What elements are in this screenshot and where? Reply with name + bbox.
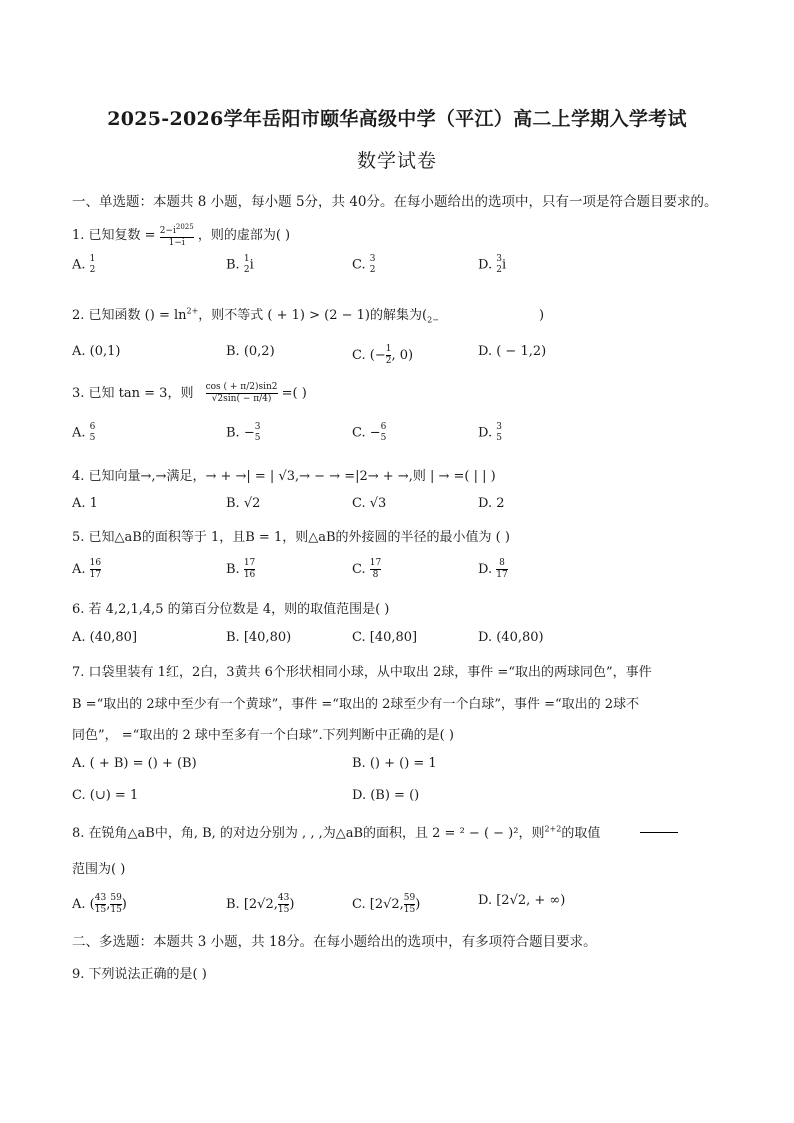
- q5-option-c[interactable]: C. $\frac{17}{8}$: [352, 558, 382, 580]
- q2-option-c[interactable]: C. (− $\frac{1}{2}$ , 0): [352, 344, 414, 366]
- q7-stem-line2: B =“取出的 2球中至少有一个黄球”，事件 =“取出的 2球至少有一个白球”，事件 =“取出的 2球不: [72, 697, 640, 712]
- q9-stem: 9. 下列说法正确的是( ): [72, 967, 207, 982]
- q6-options: [0, 630, 794, 660]
- q3-option-d[interactable]: D. 3 5: [478, 422, 502, 443]
- q1-stem: 1. 已知复数 = $\frac{2-i^{2025}}{1-i}$ ，则的虚部为( ): [72, 223, 291, 248]
- q2-options: [0, 344, 794, 374]
- exam-title: 2025-2026学年岳阳市颐华高级中学（平江）高二上学期入学考试: [107, 108, 687, 130]
- q1-option-c[interactable]: C. 3 2: [352, 254, 376, 275]
- q7-options-row2: [0, 788, 794, 818]
- section2-heading: 二、多选题：本题共 3 小题，共 18分。在每小题给出的选项中，有多项符合题目要求。: [72, 934, 597, 950]
- q8-options: [0, 893, 794, 923]
- q3-option-c[interactable]: C. − 6 5: [352, 422, 387, 443]
- q7-stem-line1: 7. 口袋里装有 1红，2白，3黄共 6个形状相同小球，从中取出 2球，事件 =“取出的两球同色”，事件: [72, 665, 652, 680]
- q3-option-a[interactable]: A. 6 5: [72, 422, 96, 443]
- q2-option-a[interactable]: A. (0,1): [72, 344, 121, 359]
- q5-option-d[interactable]: D. $\frac{8}{17}$: [478, 558, 508, 580]
- q6-option-a[interactable]: A. (40,80]: [72, 630, 138, 645]
- section1-heading: 一、单选题：本题共 8 小题，每小题 5分，共 40分。在每小题给出的选项中，只有一项是符合题目要求的。: [72, 194, 718, 210]
- q8-option-c[interactable]: C. [2√2, $\frac{59}{15}$ ): [352, 893, 421, 915]
- q6-option-d[interactable]: D. (40,80): [478, 630, 544, 645]
- q7-options-row1: [0, 756, 794, 786]
- q7-stem-line3: 同色”， =“取出的 2 球中至多有一个白球”.下列判断中正确的是( ): [72, 728, 454, 743]
- q6-option-b[interactable]: B. [40,80): [226, 630, 292, 645]
- q7-option-a[interactable]: A. ( + B) = () + (B): [72, 756, 197, 771]
- q8-fraction-bar: [640, 832, 678, 833]
- q7-option-d[interactable]: D. (B) = (): [352, 788, 420, 803]
- q4-option-d[interactable]: D. 2: [478, 496, 505, 511]
- q1-options: [0, 254, 794, 284]
- q4-stem: 4. 已知向量→,→满足，→ + →| = | √3,→ − → =|2→ + →,则 | → =( | | ): [72, 469, 496, 484]
- q1-option-a[interactable]: A. 1 2: [72, 254, 96, 275]
- q5-option-a[interactable]: A. $\frac{16}{17}$: [72, 558, 102, 580]
- q8-option-b[interactable]: B. [2√2, $\frac{43}{15}$ ): [226, 893, 295, 915]
- q4-option-a[interactable]: A. 1: [72, 496, 98, 511]
- q5-stem: 5. 已知△aB的面积等于 1，且B = 1，则△aB的外接圆的半径的最小值为 ( ): [72, 530, 510, 545]
- q1-fraction: $\frac{2-i^{2025}}{1-i}$: [159, 223, 194, 248]
- q3-stem: 3. 已知 tan = 3，则 $\frac{\cos ( + \pi/2)\sin 2}{√2\sin( - \pi/4)}$ =( ): [72, 382, 307, 404]
- q8-stem-line2: 范围为( ): [72, 862, 126, 877]
- q8-stem-line1: 8. 在锐角△aB中，角, B, 的对边分别为 , , ,为△aB的面积，且 2 = ² − ( − )²，则$^{2+2}$的取值: [72, 824, 601, 841]
- q2-option-d[interactable]: D. ( − 1,2): [478, 344, 547, 359]
- q7-option-c[interactable]: C. (∪) = 1: [72, 788, 139, 803]
- q6-option-c[interactable]: C. [40,80]: [352, 630, 418, 645]
- q8-option-d[interactable]: D. [2√2, + ∞): [478, 893, 566, 908]
- q4-option-b[interactable]: B. √2: [226, 496, 261, 511]
- q3-fraction: $\frac{\cos ( + \pi/2)\sin 2}{√2\sin( - \pi/4)}$: [205, 382, 278, 404]
- q3-options: [0, 422, 794, 452]
- q2-option-b[interactable]: B. (0,2): [226, 344, 275, 359]
- exam-subtitle: 数学试卷: [356, 150, 437, 172]
- q4-options: [0, 496, 794, 526]
- q2-stem: 2. 已知函数 () = $\ln^{2+}$，则不等式 ( + 1) > (2 − 1)的解集为($_{2-}$ ): [72, 306, 545, 325]
- q3-option-b[interactable]: B. − 3 5: [226, 422, 261, 443]
- q8-option-a[interactable]: A. ( $\frac{43}{15}$ , $\frac{59}{15}$ ): [72, 893, 127, 915]
- q6-stem: 6. 若 4,2,1,4,5 的第百分位数是 4，则的取值范围是( ): [72, 602, 390, 617]
- q1-option-d[interactable]: D. 3 2 i: [478, 254, 507, 275]
- q5-option-b[interactable]: B. $\frac{17}{16}$: [226, 558, 256, 580]
- q4-option-c[interactable]: C. √3: [352, 496, 387, 511]
- q5-options: [0, 558, 794, 588]
- q7-option-b[interactable]: B. () + () = 1: [352, 756, 437, 771]
- q1-option-b[interactable]: B. 1 2 i: [226, 254, 254, 275]
